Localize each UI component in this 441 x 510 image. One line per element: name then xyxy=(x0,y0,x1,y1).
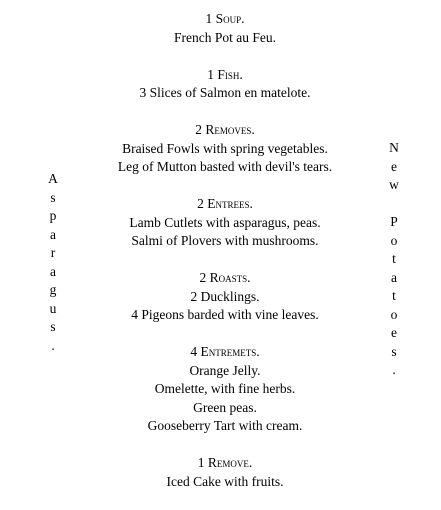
course-heading: 2 Removes. xyxy=(195,122,255,137)
course-heading: 4 Entremets. xyxy=(190,344,260,359)
dish-item: Salmi of Plovers with mushrooms. xyxy=(131,233,319,248)
side-dish-letter: A xyxy=(48,171,58,186)
side-dish-letter: w xyxy=(389,177,399,192)
bill-of-fare xyxy=(70,10,380,510)
course-heading: 1 Remove. xyxy=(197,455,253,470)
course-block xyxy=(70,10,380,47)
side-dish-letter: t xyxy=(392,251,396,266)
side-dish-letter: e xyxy=(391,158,397,174)
course-block xyxy=(70,343,380,436)
side-dish-letter: s xyxy=(50,319,56,334)
side-dish-letter: s xyxy=(50,189,56,205)
course-heading: 2 Entrees. xyxy=(197,196,253,211)
dish-item: 2 Ducklings. xyxy=(190,288,260,304)
side-dish-letter: a xyxy=(50,226,56,242)
dish-item: 3 Slices of Salmon en matelote. xyxy=(139,85,311,100)
dish-item: Omelette, with fine herbs. xyxy=(154,381,296,396)
dish-item: Leg of Mutton basted with devil's tears. xyxy=(117,159,333,174)
side-dish-letter: o xyxy=(390,306,398,322)
side-dish-letter: p xyxy=(49,208,57,223)
course-block xyxy=(70,121,380,177)
side-dish-letter: . xyxy=(51,337,55,353)
course-block xyxy=(70,269,380,325)
side-dish-letter: g xyxy=(49,282,57,297)
dish-item: 4 Pigeons barded with vine leaves. xyxy=(131,307,319,322)
dish-item: Gooseberry Tart with cream. xyxy=(147,418,303,433)
course-heading: 1 Soup. xyxy=(205,11,245,26)
dish-item: Green peas. xyxy=(193,399,257,415)
course-block xyxy=(70,195,380,251)
side-dish-letter: a xyxy=(391,269,397,285)
course-block xyxy=(70,454,380,491)
side-dish-letter: . xyxy=(392,362,396,377)
side-dish-letter: N xyxy=(389,140,399,155)
course-heading: 2 Roasts. xyxy=(199,270,251,285)
course-block xyxy=(70,66,380,103)
dish-item: Orange Jelly. xyxy=(189,362,261,378)
side-dish-letter: a xyxy=(50,263,56,279)
side-dish-letter: o xyxy=(390,232,398,248)
side-dish-letter: t xyxy=(392,288,396,303)
side-dish-letter: P xyxy=(390,214,398,229)
side-dish-right xyxy=(386,139,402,380)
side-dish-letter xyxy=(386,195,402,214)
side-dish-left xyxy=(45,170,61,355)
dish-item: Lamb Cutlets with asparagus, peas. xyxy=(129,214,321,230)
side-dish-letter: s xyxy=(391,343,397,359)
side-dish-letter: e xyxy=(391,325,397,340)
side-dish-letter: u xyxy=(49,300,57,316)
dish-item: French Pot au Feu. xyxy=(174,29,276,45)
course-heading: 1 Fish. xyxy=(207,66,243,82)
side-dish-letter: r xyxy=(50,245,56,260)
dish-item: Iced Cake with fruits. xyxy=(166,473,284,489)
dish-item: Braised Fowls with spring vegetables. xyxy=(122,140,328,156)
